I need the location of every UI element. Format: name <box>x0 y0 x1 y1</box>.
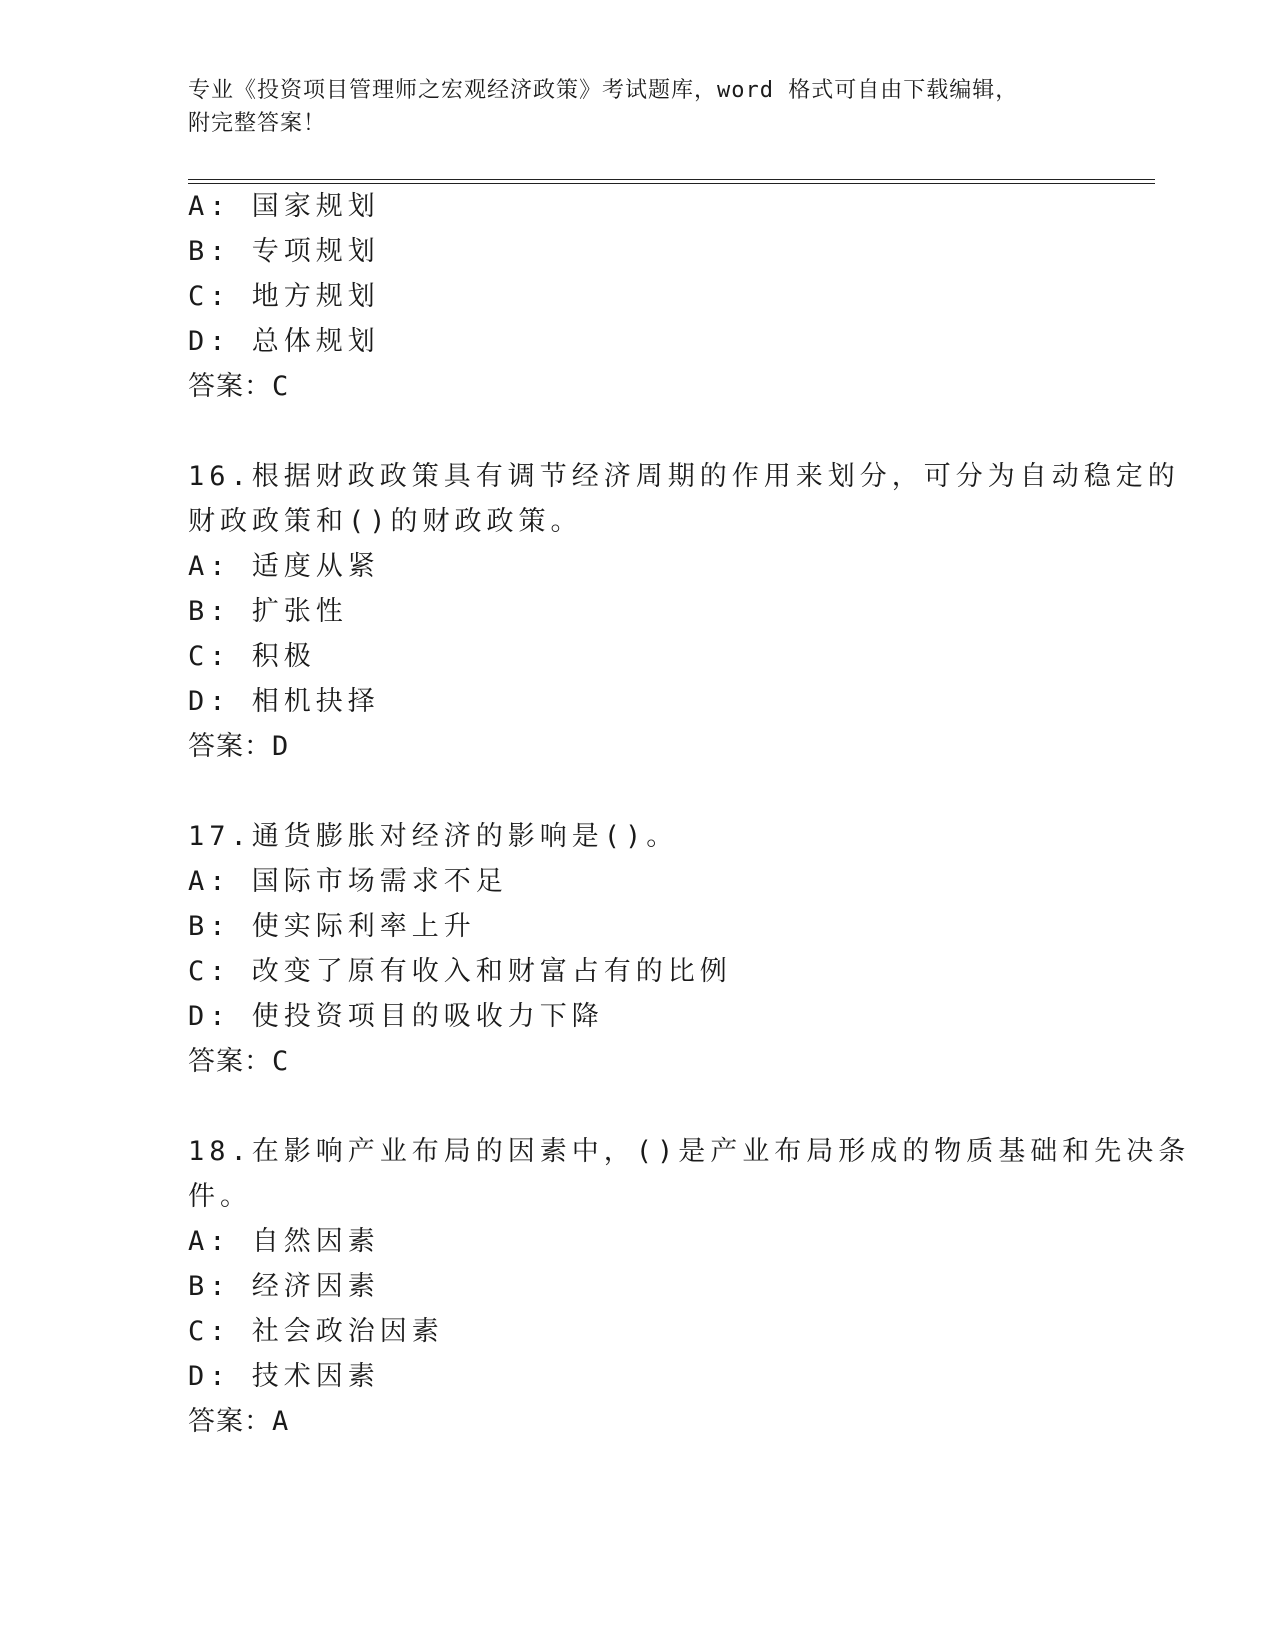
q18-answer: 答案：A <box>188 1406 290 1437</box>
q18-option-b: B: 经济因素 <box>188 1271 380 1302</box>
q17-answer: 答案：C <box>188 1046 290 1077</box>
q17-option-d: D: 使投资项目的吸收力下降 <box>188 1001 604 1032</box>
q17-stem-line-1: 17.通货膨胀对经济的影响是()。 <box>188 821 679 852</box>
q15-option-a: A: 国家规划 <box>188 191 380 222</box>
q18-stem-line-1: 18.在影响产业布局的因素中，()是产业布局形成的物质基础和先决条 <box>188 1136 1191 1167</box>
q16-stem-line-1: 16.根据财政政策具有调节经济周期的作用来划分，可分为自动稳定的 <box>188 461 1180 492</box>
header-divider-top <box>188 179 1155 180</box>
q15-answer: 答案：C <box>188 371 290 402</box>
q18-option-c: C: 社会政治因素 <box>188 1316 444 1347</box>
document-header <box>188 74 1068 140</box>
q18-stem-line-2: 件。 <box>188 1181 252 1212</box>
q18-option-a: A: 自然因素 <box>188 1226 380 1257</box>
header-divider-bottom <box>188 183 1155 184</box>
q17-option-b: B: 使实际利率上升 <box>188 911 476 942</box>
q17-option-c: C: 改变了原有收入和财富占有的比例 <box>188 956 732 987</box>
header-intro-line-2: 附完整答案！ <box>188 111 327 136</box>
header-intro-line-1: 专业《投资项目管理师之宏观经济政策》考试题库，word 格式可自由下载编辑， <box>188 78 1019 103</box>
q16-option-b: B: 扩张性 <box>188 596 348 627</box>
q16-option-c: C: 积极 <box>188 641 316 672</box>
q15-option-d: D: 总体规划 <box>188 326 380 357</box>
q15-option-b: B: 专项规划 <box>188 236 380 267</box>
q18-option-d: D: 技术因素 <box>188 1361 380 1392</box>
q16-option-a: A: 适度从紧 <box>188 551 380 582</box>
q16-answer: 答案：D <box>188 731 290 762</box>
q16-stem-line-2: 财政政策和()的财政政策。 <box>188 506 583 537</box>
q16-option-d: D: 相机抉择 <box>188 686 380 717</box>
q15-option-c: C: 地方规划 <box>188 281 380 312</box>
q17-option-a: A: 国际市场需求不足 <box>188 866 508 897</box>
